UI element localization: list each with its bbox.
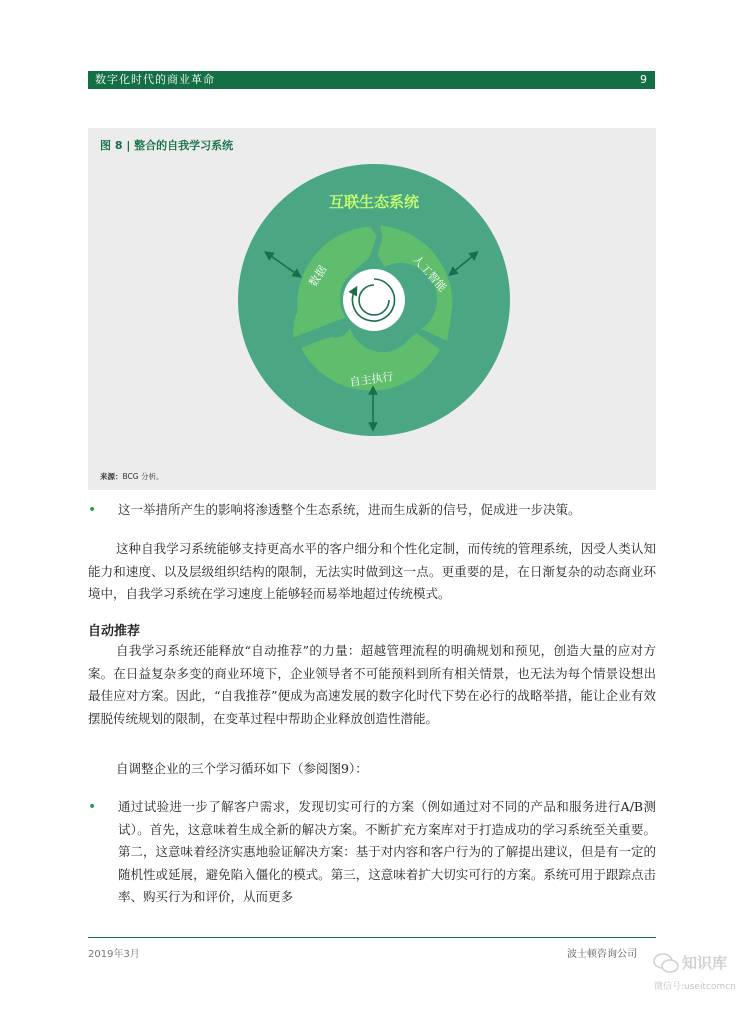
self-learning-diagram	[88, 128, 656, 490]
segment-label-execution: 自主执行	[348, 370, 395, 390]
source-label: 来源：	[100, 472, 123, 481]
segment-label-data: 数据	[306, 263, 330, 289]
bullet-item	[88, 796, 656, 909]
bullet-item	[88, 499, 656, 522]
watermark-sub: 微信号:useitcomcn	[654, 982, 736, 992]
figure-source	[100, 471, 163, 482]
header-title: 数字化时代的商业革命	[95, 73, 215, 86]
figure-panel	[88, 128, 656, 490]
figure-caption: 图 8 | 整合的自我学习系统	[100, 139, 234, 152]
watermark-name: 知识库	[682, 954, 728, 972]
paragraph-text: 自调整企业的三个学习循环如下（参阅图9）：	[116, 761, 368, 776]
bullet-dot-icon: •	[88, 502, 97, 518]
page-number: 9	[640, 73, 647, 86]
bullet-dot-icon: •	[88, 799, 97, 815]
paragraph	[88, 640, 656, 730]
footer-org: 波士顿咨询公司	[567, 949, 637, 960]
bullet-text: 这一举措所产生的影响将渗透整个生态系统，进而生成新的信号，促成进一步决策。	[118, 502, 581, 517]
paragraph	[88, 538, 656, 606]
wechat-icon	[653, 952, 679, 974]
paragraph	[88, 758, 656, 781]
footer-divider	[88, 937, 656, 938]
running-header	[88, 71, 655, 89]
segment-label-ai: 人工智能	[410, 252, 450, 295]
watermark	[650, 950, 740, 1000]
paragraph-text: 这种自我学习系统能够支持更高水平的客户细分和个性化定制，而传统的管理系统，因受人类认知能力和速度、以及层级组织结构的限制，无法实时做到这一点。更重要的是，在日渐复杂的动态商业环境中，自我学习系统在学习速度上能够轻而易举地超过传统模式。	[88, 541, 656, 601]
paragraph-text: 自我学习系统还能释放“自动推荐”的力量：超越管理流程的明确规划和预见，创造大量的应对方案。在日益复杂多变的商业环境下，企业领导者不可能预料到所有相关情景，也无法为每个情景设想出最佳应对方案。因此，“自我推荐”便成为高速发展的数字化时代下势在必行的战略举措，能让企业有效摆脱传统规划的限制，在变革过程中帮助企业释放创造性潜能。	[88, 643, 656, 726]
footer-date: 2019年3月	[88, 949, 140, 960]
bullet-text: 通过试验进一步了解客户需求，发现切实可行的方案（例如通过对不同的产品和服务进行A/B测试）。首先，这意味着生成全新的解决方案。不断扩充方案库对于打造成功的学习系统至关重要。第二，这意味着经济实惠地验证解决方案：基于对内容和客户行为的了解提出建议，但是有一定的随机性或延展，避免陷入僵化的模式。第三，这意味着扩大切实可行的方案。系统可用于跟踪点击率、购买行为和评价，从而更多	[118, 799, 656, 904]
source-text: BCG 分析。	[122, 472, 164, 481]
outer-ring-label: 互联生态系统	[328, 193, 420, 211]
section-heading: 自动推荐	[88, 624, 141, 639]
